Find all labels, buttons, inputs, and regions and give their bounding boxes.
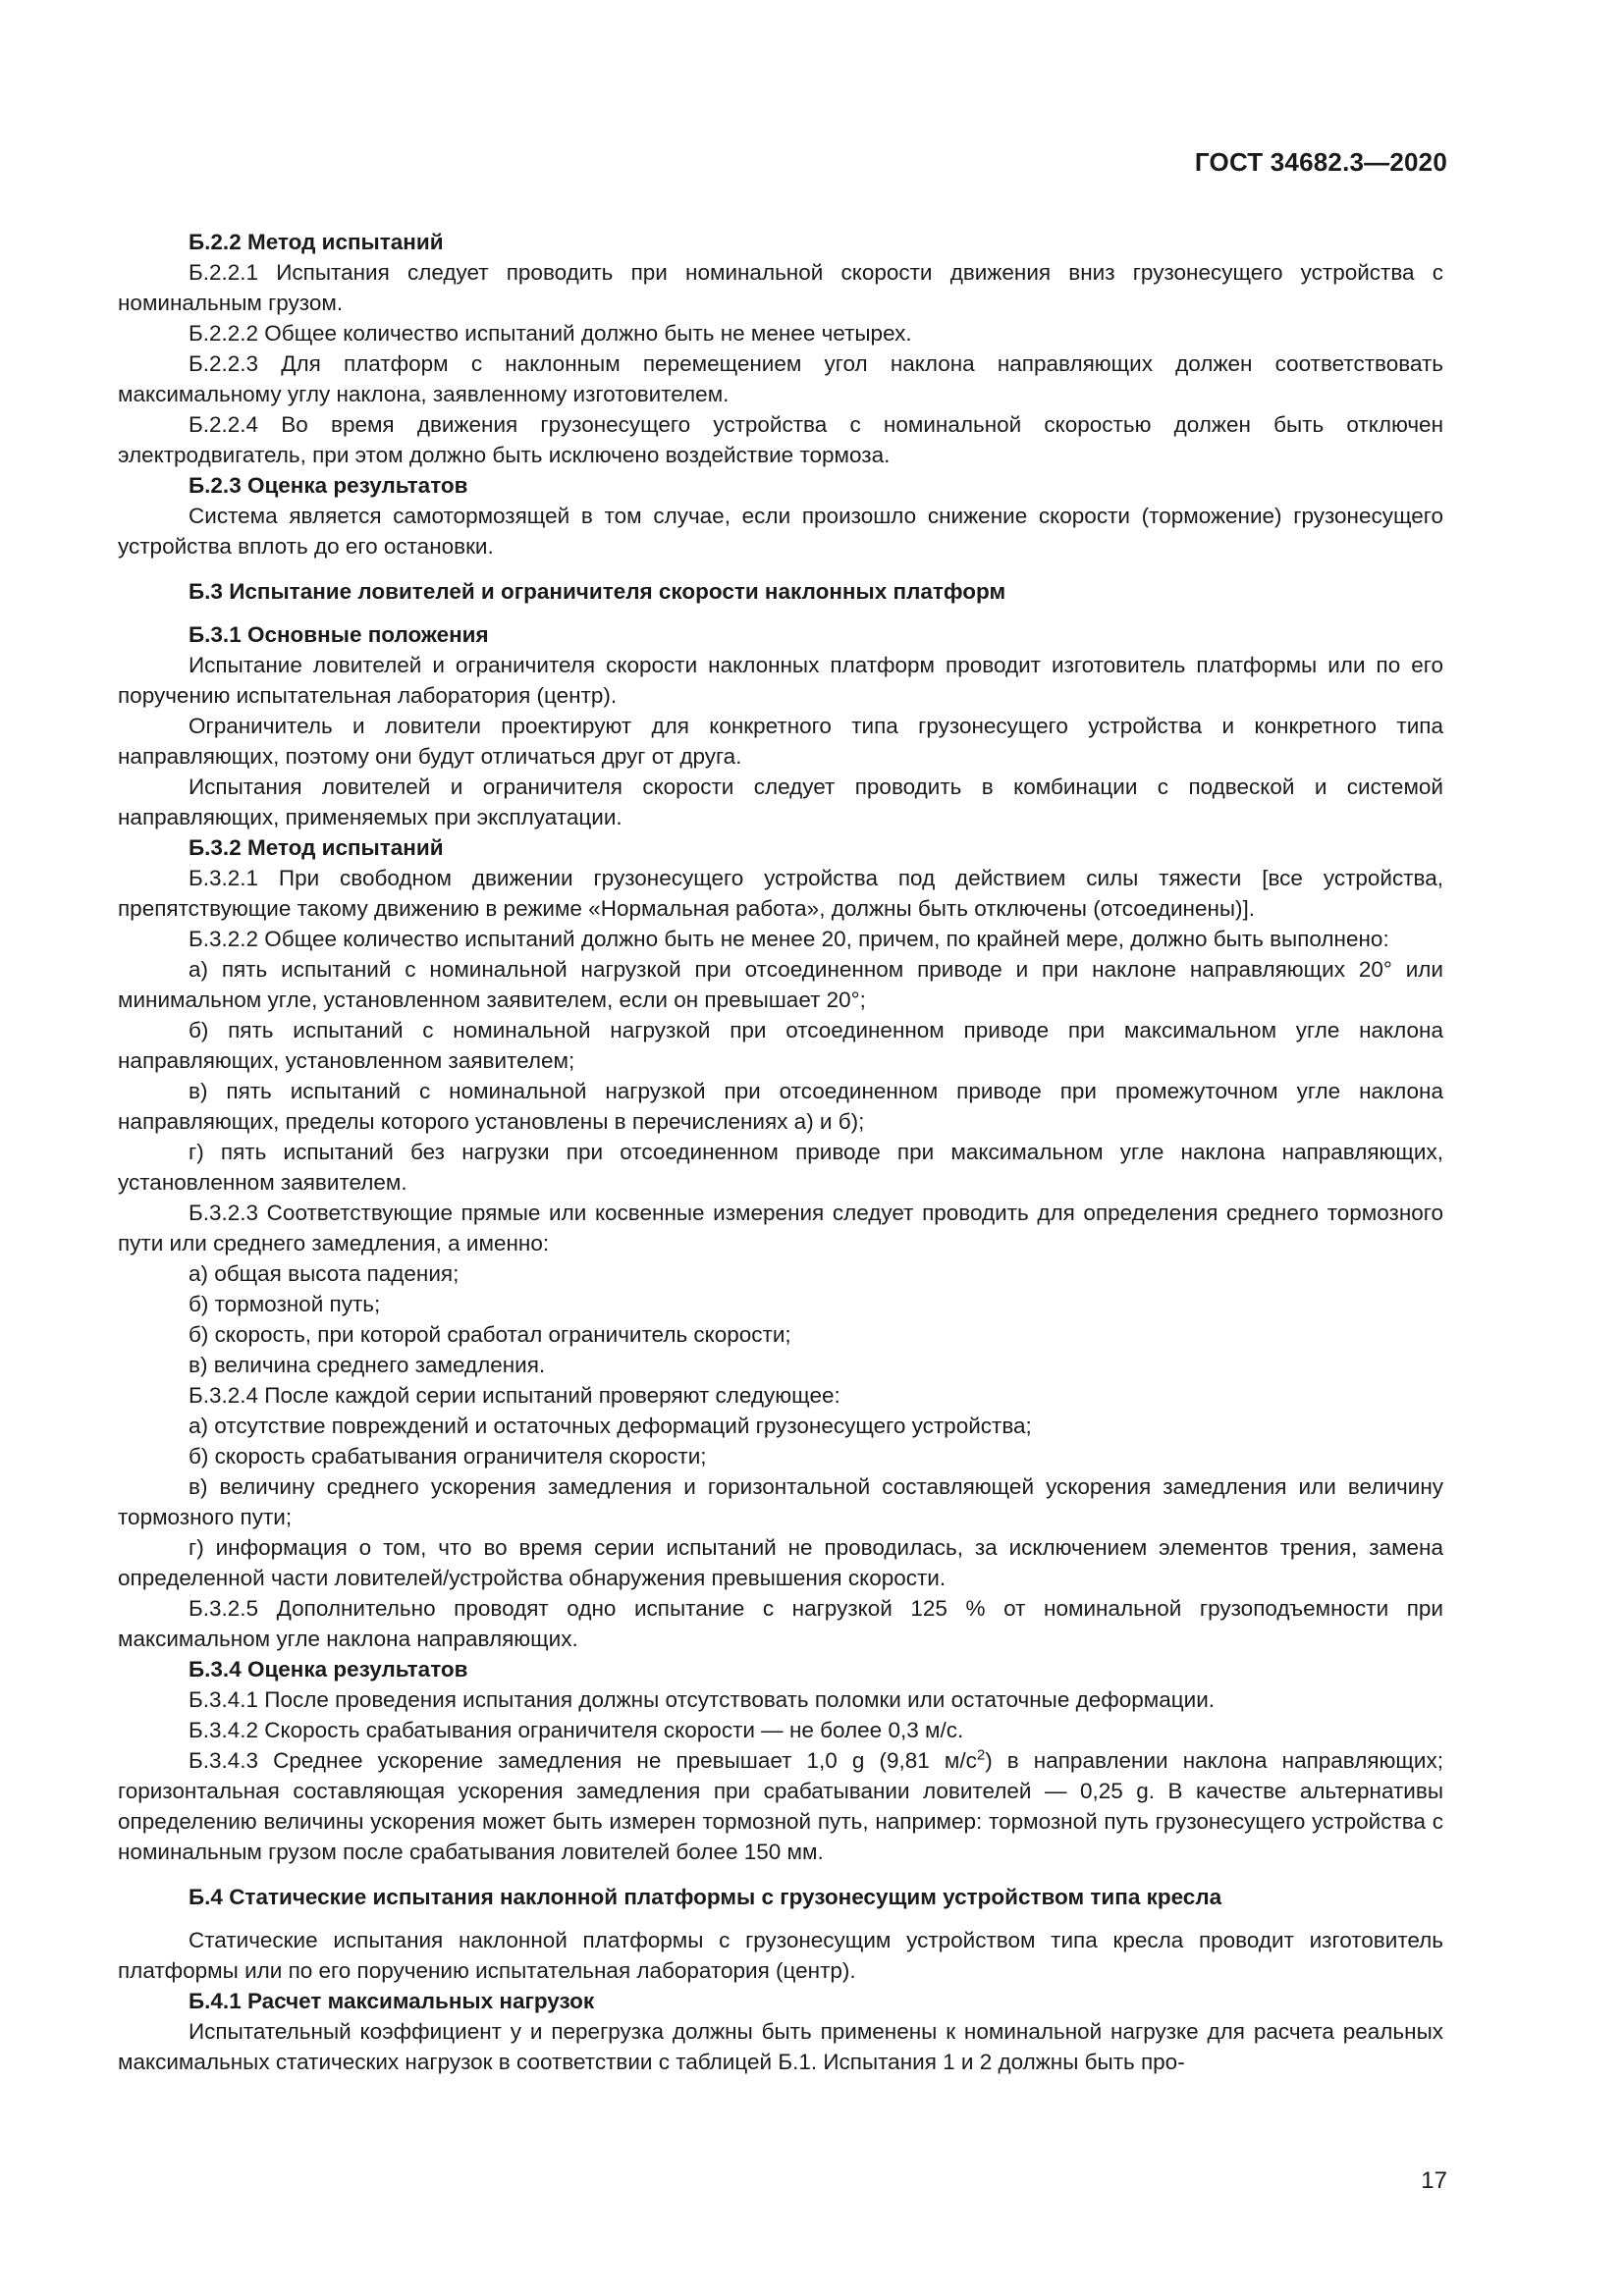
subsection-heading: Б.2.2 Метод испытаний xyxy=(189,230,444,254)
list-item: а) общая высота падения; xyxy=(189,1261,460,1286)
list-item: б) тормозной путь; xyxy=(189,1292,381,1316)
section-heading: Б.4 Статические испытания наклонной платформы с грузонесущим устройством типа кресла xyxy=(189,1885,1222,1909)
paragraph: Б.2.2.3 Для платформ с наклонным перемещением угол наклона направляющих должен соответствовать максимальному углу наклона, заявленному изготовителем. xyxy=(118,351,1443,406)
paragraph: Статические испытания наклонной платформы с грузонесущим устройством типа кресла проводит изготовитель платформы или по его поручению испытательная лаборатория (центр). xyxy=(118,1928,1443,1983)
section-heading: Б.3 Испытание ловителей и ограничителя скорости наклонных платформ xyxy=(189,579,1006,604)
list-item: а) отсутствие повреждений и остаточных деформаций грузонесущего устройства; xyxy=(189,1414,1032,1438)
paragraph: Испытательный коэффициент y и перегрузка должны быть применены к номинальной нагрузке для расчета реальных максимальных статических нагрузок в соответствии с таблицей Б.1. Испытания 1 и 2 должны быть про- xyxy=(118,2019,1443,2074)
list-item: б) скорость срабатывания ограничителя скорости; xyxy=(189,1444,707,1468)
list-item: б) скорость, при которой сработал ограничитель скорости; xyxy=(189,1322,791,1347)
paragraph: Ограничитель и ловители проектируют для конкретного типа грузонесущего устройства и конкретного типа направляющих, поэтому они будут отличаться друг от друга. xyxy=(118,714,1443,769)
subsection-heading: Б.3.4 Оценка результатов xyxy=(189,1657,468,1682)
paragraph: Система является самотормозящей в том случае, если произошло снижение скорости (торможение) грузонесущего устройства вплоть до его остановки. xyxy=(118,504,1443,559)
paragraph: Б.2.2.2 Общее количество испытаний должно быть не менее четырех. xyxy=(189,321,912,346)
list-item: а) пять испытаний с номинальной нагрузкой при отсоединенном приводе и при наклоне направляющих 20° или минимальном угле, установленном заявителем, если он превышает 20°; xyxy=(118,957,1443,1012)
paragraph: Б.3.2.4 После каждой серии испытаний проверяют следующее: xyxy=(189,1383,840,1408)
paragraph: Испытания ловителей и ограничителя скорости следует проводить в комбинации с подвеской и системой направляющих, применяемых при эксплуатации. xyxy=(118,774,1443,829)
paragraph: Испытание ловителей и ограничителя скорости наклонных платформ проводит изготовитель платформы или по его поручению испытательная лаборатория (центр). xyxy=(118,653,1443,708)
paragraph: Б.3.4.2 Скорость срабатывания ограничителя скорости — не более 0,3 м/с. xyxy=(189,1718,964,1742)
paragraph: Б.3.2.3 Соответствующие прямые или косвенные измерения следует проводить для определения среднего тормозного пути или среднего замедления, а именно: xyxy=(118,1201,1443,1255)
subsection-heading: Б.3.1 Основные положения xyxy=(189,622,489,647)
list-item: г) информация о том, что во время серии испытаний не проводилась, за исключением элементов трения, замена определенной части ловителей/устройства обнаружения превышения скорости. xyxy=(118,1535,1443,1590)
subsection-heading: Б.2.3 Оценка результатов xyxy=(189,473,468,498)
document-id-header: ГОСТ 34682.3—2020 xyxy=(1194,147,1447,177)
subsection-heading: Б.3.2 Метод испытаний xyxy=(189,835,444,860)
paragraph: Б.3.2.5 Дополнительно проводят одно испытание с нагрузкой 125 % от номинальной грузоподъемности при максимальном угле наклона направляющих. xyxy=(118,1596,1443,1651)
list-item: г) пять испытаний без нагрузки при отсоединенном приводе при максимальном угле наклона направляющих, установленном заявителем. xyxy=(118,1140,1443,1195)
list-item: в) величину среднего ускорения замедления и горизонтальной составляющей ускорения замедления или величину тормозного пути; xyxy=(118,1474,1443,1529)
paragraph-text-before: Б.3.4.3 Среднее ускорение замедления не превышает 1,0 g (9,81 м/с xyxy=(189,1748,977,1773)
paragraph: Б.3.2.1 При свободном движении грузонесущего устройства под действием силы тяжести [все устройства, препятствующие такому движению в режиме «Нормальная работа», должны быть отключены (отсоединены)]. xyxy=(118,866,1443,921)
paragraph-text-after: ) в направлении наклона направляющих; горизонтальная составляющая ускорения замедления при срабатывании ловителей — 0,25 g. В качестве альтернативы определению величины ускорения может быть измерен тормозной путь, например: тормозной путь грузонесущего устройства с номинальным грузом после срабатывания ловителей более 150 мм. xyxy=(118,1748,1444,1864)
paragraph-with-superscript xyxy=(118,1745,1443,1867)
list-item: б) пять испытаний с номинальной нагрузкой при отсоединенном приводе при максимальном угле наклона направляющих, установленном заявителем; xyxy=(118,1018,1443,1073)
list-item: в) величина среднего замедления. xyxy=(189,1353,546,1377)
list-item: в) пять испытаний с номинальной нагрузкой при отсоединенном приводе при промежуточном угле наклона направляющих, пределы которого установлены в перечислениях а) и б); xyxy=(118,1079,1443,1134)
document-body xyxy=(118,227,1443,2077)
page-number: 17 xyxy=(1421,2167,1447,2194)
paragraph: Б.3.2.2 Общее количество испытаний должно быть не менее 20, причем, по крайней мере, должно быть выполнено: xyxy=(189,927,1389,951)
paragraph: Б.2.2.1 Испытания следует проводить при номинальной скорости движения вниз грузонесущего устройства с номинальным грузом. xyxy=(118,260,1443,315)
subsection-heading: Б.4.1 Расчет максимальных нагрузок xyxy=(189,1989,595,2013)
paragraph: Б.3.4.1 После проведения испытания должны отсутствовать поломки или остаточные деформации. xyxy=(189,1687,1216,1712)
superscript-exponent: 2 xyxy=(976,1746,986,1764)
paragraph: Б.2.2.4 Во время движения грузонесущего устройства с номинальной скоростью должен быть отключен электродвигатель, при этом должно быть исключено воздействие тормоза. xyxy=(118,412,1443,467)
